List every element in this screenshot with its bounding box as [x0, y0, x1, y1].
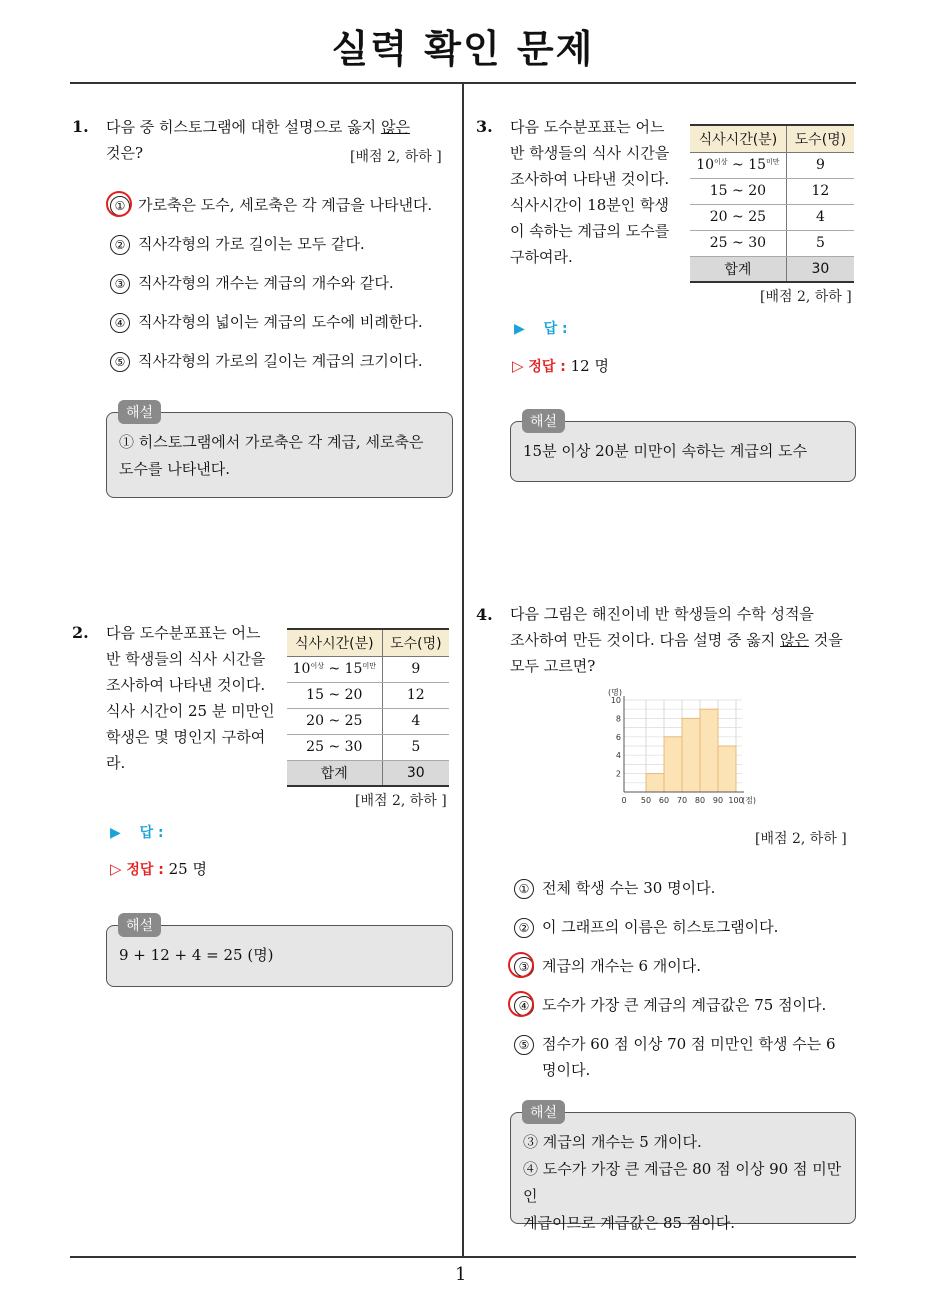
- explanation-line: ① 히스토그램에서 가로축은 각 계급, 세로축은: [119, 433, 424, 451]
- correct-value: 12 명: [570, 357, 609, 375]
- question-4-option-5-cont: 명이다.: [542, 1061, 591, 1079]
- option-marker: ②: [110, 235, 130, 255]
- x-tick-label: 60: [658, 796, 670, 805]
- option-marker: ⑤: [110, 352, 130, 372]
- explanation-line: 도수를 나타낸다.: [119, 460, 230, 478]
- stem-line: 식사 시간이 25 분 미만인: [106, 702, 275, 720]
- question-4-option-5[interactable]: [514, 1033, 836, 1055]
- table-row: 25 ~ 30 5: [690, 230, 854, 256]
- option-marker: ④: [514, 996, 534, 1016]
- option-text: 계급의 개수는 6 개이다.: [542, 957, 702, 975]
- question-1-text: 다음 중 히스토그램에 대한 설명으로 옳지: [106, 118, 381, 136]
- hollow-arrow-icon: ▷: [110, 860, 122, 878]
- stem-line: 반 학생들의 식사 시간을: [510, 144, 670, 162]
- table-total-row: 합계 30: [287, 760, 449, 786]
- selected-answer-circle: [508, 991, 534, 1017]
- histogram-chart: [596, 682, 796, 806]
- x-tick-label: 100: [728, 796, 744, 805]
- correct-value: 25 명: [168, 860, 207, 878]
- table-row: 15 ~ 20 12: [690, 178, 854, 204]
- option-marker: ①: [514, 879, 534, 899]
- histogram-bar: [664, 737, 682, 792]
- question-3-stem: [510, 114, 686, 270]
- option-marker: ③: [514, 957, 534, 977]
- question-1-option-5[interactable]: [110, 350, 423, 372]
- question-1-option-2[interactable]: [110, 233, 365, 255]
- x-tick-label: 50: [640, 796, 652, 805]
- x-tick-label: 90: [712, 796, 724, 805]
- question-4-number: 4.: [476, 605, 493, 624]
- table-row: 20 ~ 25 4: [690, 204, 854, 230]
- histogram-bar: [718, 746, 736, 792]
- table-header: 식사시간(분): [287, 629, 382, 656]
- table-total-row: 합계 30: [690, 256, 854, 282]
- y-tick-label: 2: [615, 769, 621, 779]
- table-row: $10^{이상}$ ~ $15^{미만}$ 9: [690, 152, 854, 178]
- table-header: 식사시간(분): [690, 125, 786, 152]
- table-row: $10^{이상}$ ~ $15^{미만}$ 9: [287, 656, 449, 682]
- y-tick-label: 10: [610, 696, 621, 705]
- stem-line: 식사시간이 18분인 학생: [510, 196, 670, 214]
- stem-underline: 않은: [780, 631, 809, 649]
- question-1-option-4[interactable]: [110, 311, 423, 333]
- option-marker: ④: [110, 313, 130, 333]
- explanation-line: ④ 도수가 가장 큰 계급은 80 점 이상 90 점 미만인: [523, 1160, 842, 1205]
- hollow-arrow-icon: ▷: [512, 357, 524, 375]
- play-arrow-icon: ▶: [110, 825, 121, 841]
- option-text: 직사각형의 가로의 길이는 계급의 크기이다.: [138, 352, 423, 370]
- question-3-correct-answer: [512, 355, 609, 376]
- histogram-bar: [700, 709, 718, 792]
- option-text: 점수가 60 점 이상 70 점 미만인 학생 수는 6: [542, 1035, 836, 1053]
- option-text: 직사각형의 개수는 계급의 개수와 같다.: [138, 274, 394, 292]
- question-1-meta: [배점 2, 하하 ]: [350, 149, 442, 165]
- question-4-stem: [510, 601, 856, 679]
- explanation-line: 15분 이상 20분 미만이 속하는 계급의 도수: [523, 442, 808, 460]
- explanation-tag: 해설: [522, 409, 565, 433]
- stem-line: 구하여라.: [510, 248, 573, 266]
- question-3-meta: [배점 2, 하하 ]: [760, 289, 852, 305]
- question-4-option-2[interactable]: [514, 916, 778, 938]
- option-text: 도수가 가장 큰 계급의 계급값은 75 점이다.: [542, 996, 827, 1014]
- table-row: 25 ~ 30 5: [287, 734, 449, 760]
- play-arrow-icon: ▶: [514, 321, 525, 337]
- table-header: 도수(명): [786, 125, 854, 152]
- explanation-tag: 해설: [118, 913, 161, 937]
- question-3-number: 3.: [476, 117, 493, 136]
- question-2-answer-row[interactable]: [110, 822, 164, 842]
- stem-line: 반 학생들의 식사 시간을: [106, 650, 266, 668]
- option-text: 이 그래프의 이름은 히스토그램이다.: [542, 918, 779, 936]
- x-tick-label: 0: [621, 796, 627, 805]
- histogram-bar: [646, 774, 664, 792]
- x-tick-label: 70: [676, 796, 688, 805]
- stem-line: 학생은 몇 명인지 구하여: [106, 728, 266, 746]
- y-tick-label: 4: [615, 751, 621, 761]
- histogram-bar: [682, 718, 700, 792]
- option-text: 전체 학생 수는 30 명이다.: [542, 879, 716, 897]
- stem-line: 라.: [106, 754, 126, 772]
- stem-line: 모두 고르면?: [510, 657, 596, 675]
- explanation-tag: 해설: [118, 400, 161, 424]
- question-1-option-1[interactable]: [110, 194, 432, 216]
- option-marker: ⑤: [514, 1035, 534, 1055]
- question-2-meta: [배점 2, 하하 ]: [355, 793, 447, 809]
- question-4-meta: [배점 2, 하하 ]: [755, 831, 847, 847]
- page-number: 1: [455, 1264, 467, 1285]
- question-1-option-3[interactable]: [110, 272, 394, 294]
- selected-answer-circle: [106, 191, 132, 217]
- table-header: 도수(명): [382, 629, 449, 656]
- question-2-stem: [106, 620, 282, 776]
- chart-bars: [646, 709, 736, 792]
- stem-line: 다음 도수분포표는 어느: [106, 624, 261, 642]
- explanation-tag: 해설: [522, 1100, 565, 1124]
- question-2-correct-answer: [110, 858, 207, 879]
- option-marker: ③: [110, 274, 130, 294]
- option-marker: ①: [110, 196, 130, 216]
- stem-line: 다음 도수분포표는 어느: [510, 118, 665, 136]
- option-text: 직사각형의 넓이는 계급의 도수에 비례한다.: [138, 313, 423, 331]
- table-row: 15 ~ 20 12: [287, 682, 449, 708]
- x-unit-label: (점): [742, 796, 756, 805]
- explanation-line: 계급이므로 계급값은 85 점이다.: [523, 1214, 736, 1232]
- y-unit-label: (명): [608, 688, 622, 697]
- stem-line: 다음 그림은 해진이네 반 학생들의 수학 성적을: [510, 605, 814, 623]
- x-tick-label: 80: [694, 796, 706, 805]
- footer-divider: [70, 1256, 856, 1258]
- frequency-table: [287, 628, 449, 787]
- question-1-number: 1.: [72, 117, 89, 136]
- question-4-option-3[interactable]: [514, 955, 701, 977]
- question-1-underline: 않은: [380, 118, 410, 136]
- answer-label: 답 :: [543, 321, 568, 337]
- y-tick-label: 8: [615, 714, 621, 724]
- column-divider: [462, 82, 464, 1257]
- explanation-line: ③ 계급의 개수는 5 개이다.: [523, 1133, 702, 1151]
- y-tick-label: 6: [615, 732, 621, 742]
- question-1-text-b: 것은?: [106, 144, 144, 162]
- option-text: 직사각형의 가로 길이는 모두 같다.: [138, 235, 365, 253]
- stem-line: 조사하여 만든 것이다. 다음 설명 중 옳지 않은 것을: [510, 631, 843, 649]
- stem-line: 이 속하는 계급의 도수를: [510, 222, 670, 240]
- option-text: 가로축은 도수, 세로축은 각 계급을 나타낸다.: [138, 196, 433, 214]
- option-marker: ②: [514, 918, 534, 938]
- correct-label: 정답 :: [126, 862, 164, 878]
- table-row: 20 ~ 25 4: [287, 708, 449, 734]
- correct-label: 정답 :: [528, 359, 566, 375]
- question-2-number: 2.: [72, 623, 89, 642]
- question-4-explanation: [510, 1112, 856, 1232]
- stem-line: 조사하여 나타낸 것이다.: [106, 676, 266, 694]
- stem-line: 조사하여 나타낸 것이다.: [510, 170, 670, 188]
- question-4-option-1[interactable]: [514, 877, 715, 899]
- explanation-line: 9 + 12 + 4 = 25 (명): [119, 946, 274, 964]
- selected-answer-circle: [508, 952, 534, 978]
- page-title: 실력 확인 문제: [331, 27, 595, 71]
- question-1-explanation: [106, 412, 453, 498]
- frequency-table: [690, 124, 854, 283]
- answer-label: 답 :: [139, 825, 164, 841]
- question-4-option-4[interactable]: [514, 994, 826, 1016]
- question-3-answer-row[interactable]: [514, 318, 568, 338]
